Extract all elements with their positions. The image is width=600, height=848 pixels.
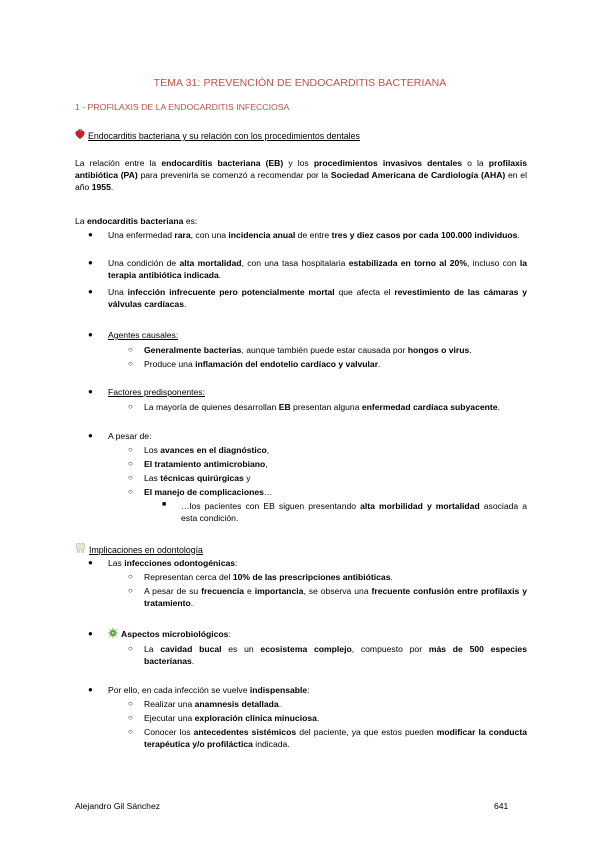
sub-list-item: ○ La cavidad bucal es un ecosistema complejo, compuesto por más de 500 especies bacterianas. xyxy=(128,644,527,667)
bullet-icon: ● xyxy=(88,330,93,339)
circle-bullet-icon: ○ xyxy=(128,713,133,722)
sub-list-item: ○ Realizar una anamnesis detallada. xyxy=(128,699,282,709)
list-item: ● Las infecciones odontogénicas: xyxy=(88,558,238,568)
sub-list-item: ○ Representan cerca del 10% de las prescripciones antibióticas. xyxy=(128,572,393,582)
sub-list-item: ○ Produce una inflamación del endotelio cardíaco y valvular. xyxy=(128,359,381,369)
list-item: ● Una infección infrecuente pero potencialmente mortal que afecta el revestimiento de las cámaras y válvulas cardíacas. xyxy=(88,287,527,310)
subsection-heading-endocarditis: Endocarditis bacteriana y su relación con los procedimientos dentales xyxy=(75,129,360,143)
list-item: ● Aspectos microbiológicos: xyxy=(75,628,527,641)
circle-bullet-icon: ○ xyxy=(128,572,133,581)
sub-list-item: ○ Ejecutar una exploración clínica minuciosa. xyxy=(128,713,320,723)
page-title: TEMA 31: PREVENCIÓN DE ENDOCARDITIS BACTERIANA xyxy=(153,77,447,89)
circle-bullet-icon: ○ xyxy=(128,727,133,736)
microbe-icon xyxy=(108,628,118,641)
bullet-icon: ● xyxy=(88,387,93,396)
eb-definition-lead: La endocarditis bacteriana es: xyxy=(75,216,198,226)
sub-sub-list-item: ■ …los pacientes con EB siguen presentando alta morbilidad y mortalidad asociada a esta condición. xyxy=(162,501,528,524)
sub-list-item: ○ Las técnicas quirúrgicas y xyxy=(128,473,251,483)
section-heading: 1 - PROFILAXIS DE LA ENDOCARDITIS INFECCIOSA xyxy=(75,102,290,112)
intro-paragraph: La relación entre la endocarditis bacteriana (EB) y los procedimientos invasivos dentales o la profilaxis antibiótica (PA) para prevenirla se comenzó a recomendar por la Sociedad Americana de Cardiología (AHA) en el año 1955. xyxy=(75,158,527,193)
sub-list-item: ○ El tratamiento antimicrobiano, xyxy=(128,459,268,469)
bullet-icon: ● xyxy=(88,558,93,567)
footer-page-number: 641 xyxy=(494,801,509,811)
footer-author: Alejandro Gil Sánchez xyxy=(75,801,161,811)
circle-bullet-icon: ○ xyxy=(128,445,133,454)
circle-bullet-icon: ○ xyxy=(128,345,133,354)
circle-bullet-icon: ○ xyxy=(128,459,133,468)
sub-list-item: ○ La mayoría de quienes desarrollan EB presentan alguna enfermedad cardíaca subyacente. xyxy=(128,402,500,412)
bullet-icon: ● xyxy=(88,629,93,638)
list-item-apesar: ● A pesar de: xyxy=(88,431,152,441)
bullet-icon: ● xyxy=(88,230,93,239)
tooth-icon xyxy=(75,543,86,556)
list-item: ● Una enfermedad rara, con una incidencia anual de entre tres y diez casos por cada 100.000 individuos. xyxy=(88,230,520,240)
sub-list-item: ○ Generalmente bacterias, aunque también puede estar causada por hongos o virus. xyxy=(128,345,472,355)
circle-bullet-icon: ○ xyxy=(128,359,133,368)
sub-list-item: ○ A pesar de su frecuencia e importancia, se observa una frecuente confusión entre profilaxis y tratamiento. xyxy=(128,586,527,609)
bullet-icon: ● xyxy=(88,431,93,440)
list-item: ● Por ello, en cada infección se vuelve indispensable: xyxy=(88,685,310,695)
bullet-icon: ● xyxy=(88,685,93,694)
circle-bullet-icon: ○ xyxy=(128,699,133,708)
circle-bullet-icon: ○ xyxy=(128,644,133,653)
square-bullet-icon: ■ xyxy=(162,501,167,508)
heart-icon xyxy=(75,129,85,143)
circle-bullet-icon: ○ xyxy=(128,402,133,411)
bullet-icon: ● xyxy=(88,258,93,267)
sub-list-item: ○ El manejo de complicaciones… xyxy=(128,487,273,497)
list-item: ● Una condición de alta mortalidad, con una tasa hospitalaria estabilizada en torno al 20%, incluso con la terapia antibiótica indicada. xyxy=(88,258,527,281)
circle-bullet-icon: ○ xyxy=(128,586,133,595)
sub-list-item: ○ Los avances en el diagnóstico, xyxy=(128,445,270,455)
bullet-icon: ● xyxy=(88,287,93,296)
sub-list-item: ○ Conocer los antecedentes sistémicos del paciente, ya que estos pueden modificar la conducta terapéutica y/o profiláctica indicada. xyxy=(128,727,527,750)
circle-bullet-icon: ○ xyxy=(128,473,133,482)
list-item-agentes: ● Agentes causales: xyxy=(88,330,179,340)
subsection-heading-odontologia: Implicaciones en odontología xyxy=(75,543,203,556)
list-item-factores: ● Factores predisponentes: xyxy=(88,387,205,397)
circle-bullet-icon: ○ xyxy=(128,487,133,496)
